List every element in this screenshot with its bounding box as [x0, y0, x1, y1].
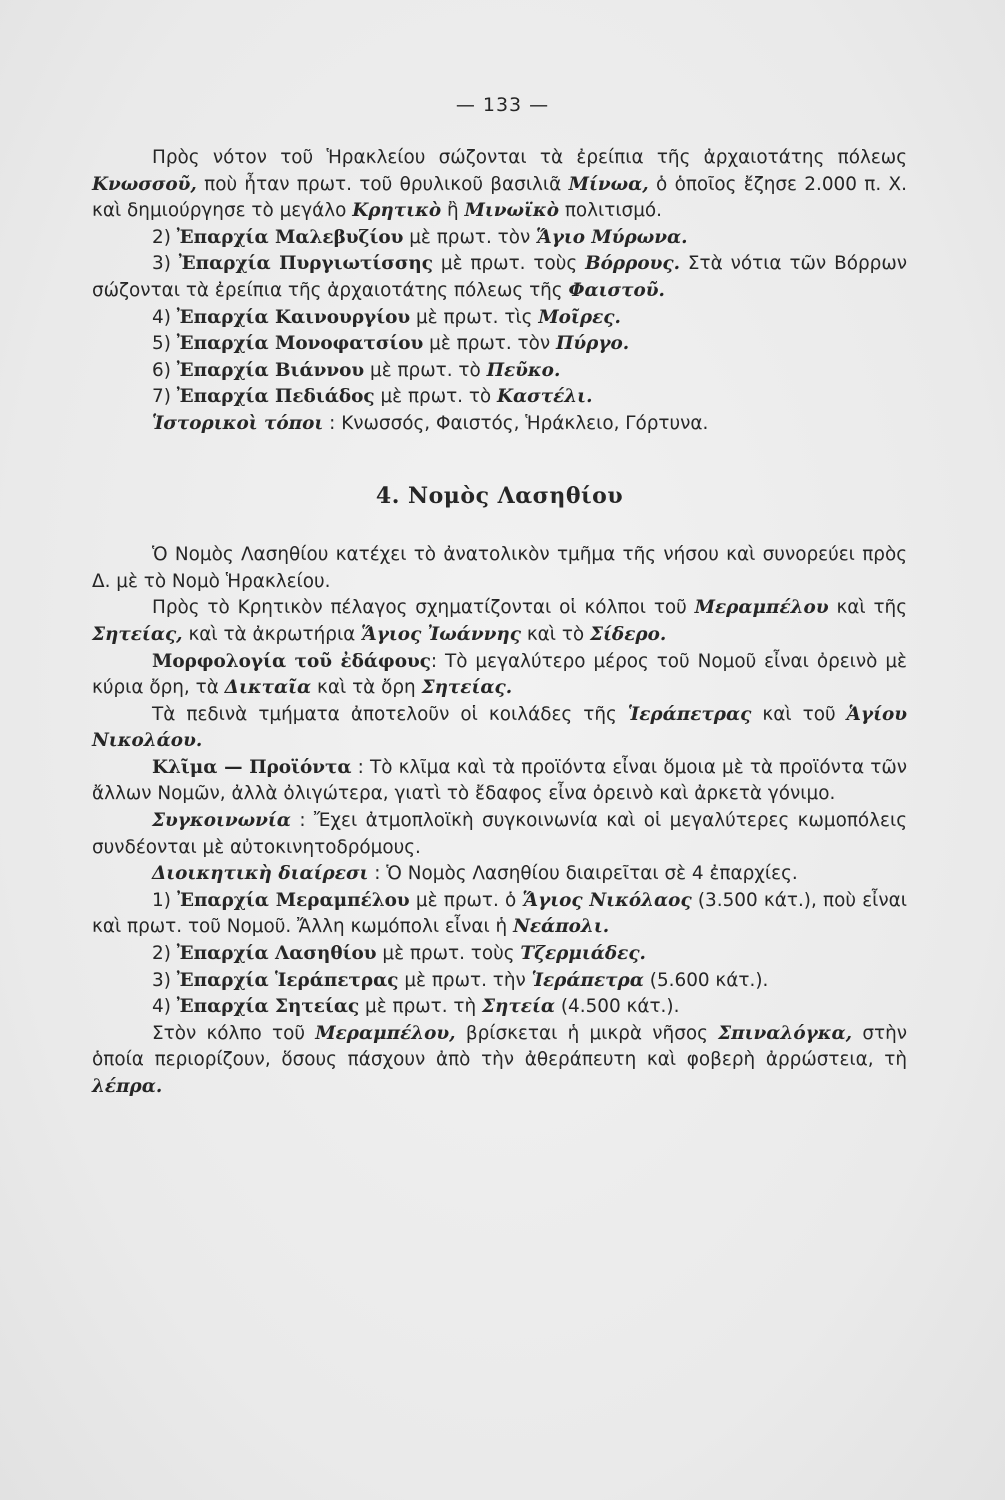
paragraph-gulfs: [92, 595, 907, 648]
text-run: ὁ ὁποῖος ἔζησε 2.000 π. Χ. καὶ δημιούργησε τὸ μεγάλο: [92, 173, 907, 222]
item-number: 2): [152, 226, 177, 248]
place-agios-ioannis: Ἅγιος Ἰωάννης: [361, 623, 521, 645]
historic-sites: [92, 411, 907, 438]
page-number: — 133 —: [455, 94, 550, 116]
item-number: 6): [152, 359, 177, 381]
text-run: μὲ πρωτ. τὸ: [364, 359, 487, 381]
text-run: καὶ τὸ: [520, 623, 591, 645]
text-run: (5.600 κάτ.).: [643, 969, 769, 991]
place-ierapetra: Ἱεράπετρας: [627, 703, 752, 725]
item-number: 7): [152, 386, 177, 408]
text-run: : Ὁ Νομὸς Λασηθίου διαιρεῖται σὲ 4 ἐπαρχίες.: [368, 863, 798, 885]
place-spinalonga: Σπιναλόγκα,: [718, 1022, 853, 1044]
province-item-7: [92, 384, 907, 411]
province-name: Ἐπαρχία Μεραμπέλου: [177, 889, 410, 911]
text-run: ἢ: [441, 200, 465, 222]
text-run: στὴν ὁποία περιορίζουν, ὅσους πάσχουν ἀπὸ τὴν ἀθεράπευτη καὶ φοβερὴ ἀρρώστεια, τὴ: [92, 1022, 907, 1071]
province-name: Ἐπαρχία Πεδιάδος: [176, 386, 375, 408]
province-capital: Πύργο.: [556, 333, 630, 355]
place-siteia: Σητείας,: [92, 623, 183, 645]
province-name: Ἐπαρχία Μονοφατσίου: [176, 333, 424, 355]
place-sidero: Σίδερο.: [590, 623, 667, 645]
text-run: Πρὸς νότον τοῦ Ἡρακλείου σώζονται τὰ ἐρείπια τῆς ἀρχαιοτάτης πόλεως: [152, 147, 907, 168]
item-number: 5): [152, 333, 177, 355]
paragraph-transport: [92, 808, 907, 861]
text-run: πολιτισμό.: [558, 200, 663, 222]
text-run: μὲ πρωτ. τὶς: [410, 306, 539, 328]
text-run: καὶ τῆς: [828, 597, 908, 619]
province-item-4: [92, 305, 907, 332]
place-diktaia: Δικταῖα: [224, 677, 312, 699]
eparchy-item-2: [92, 941, 907, 968]
text-run: : Τὸ κλῖμα καὶ τὰ προϊόντα εἶναι ὅμοια μὲ τὰ προϊόντα τῶν ἄλλων Νομῶν, ἀλλὰ ὀλιγώτερα, γιατὶ τὸ ἔδαφος εἶνα ὀρεινὸ καὶ ἀρκετὰ γόνιμο.: [92, 756, 908, 805]
transport-label: Συγκοινωνία: [152, 810, 291, 832]
province-item-6: [92, 358, 907, 385]
province-capital: Καστέλι.: [497, 386, 593, 408]
eparchy-item-3: [92, 968, 907, 995]
page-body: [92, 145, 907, 1101]
province-item-3: [92, 251, 907, 304]
province-name: Ἐπαρχία Σητείας: [176, 996, 360, 1018]
paragraph-knossos: [92, 145, 907, 225]
term-leprosy: λέπρα.: [92, 1076, 163, 1097]
item-number: 4): [152, 996, 177, 1018]
paragraph-spinalonga: [92, 1021, 907, 1101]
text-run: Στὸν κόλπο τοῦ: [152, 1022, 316, 1044]
province-item-2: [92, 225, 907, 252]
climate-label: Κλῖμα — Προϊόντα: [152, 756, 352, 778]
paragraph-lasithi-intro: Ὁ Νομὸς Λασηθίου κατέχει τὸ ἀνατολικὸν τμῆμα τῆς νήσου καὶ συνορεύει πρὸς Δ. μὲ τὸ Νομὸ Ἡρακλείου.: [92, 544, 907, 592]
text-run: μὲ πρωτ. τὸ: [374, 386, 498, 408]
place-agios-nikolaos: Ἁγίου Νικολάου.: [92, 703, 907, 752]
text-run: καὶ τοῦ: [751, 703, 847, 725]
term-minoiko: Μινωϊκὸ: [464, 200, 559, 222]
paragraph-climate: [92, 755, 907, 808]
province-capital: Ἅγιο Μύρωνα.: [536, 226, 688, 248]
place-phaistos: Φαιστοῦ.: [568, 279, 665, 301]
item-number: 3): [152, 969, 177, 991]
text-run: μὲ πρωτ. τοὺς: [432, 253, 586, 275]
text-run: (4.500 κάτ.).: [555, 996, 680, 1018]
text-run: μὲ πρωτ. τὸν: [403, 226, 537, 248]
morphology-label: Μορφολογία τοῦ ἐδάφους: [152, 650, 431, 672]
text-run: : Ἔχει ἀτμοπλοϊκὴ συγκοινωνία καὶ οἱ μεγαλύτερες κωμοπόλεις συνδέονται μὲ αὐτοκινητοδρόμους.: [92, 810, 907, 858]
place-merabello: Μεραμπέλου: [694, 597, 829, 619]
province-capital: Ἱεράπετρα: [531, 969, 644, 991]
place-siteia-mountains: Σητείας.: [421, 677, 513, 699]
province-capital: Τζερμιάδες.: [520, 943, 646, 965]
admin-label: Διοικητικὴ διαίρεσι: [152, 863, 369, 885]
text-run: Τὰ πεδινὰ τμήματα ἀποτελοῦν οἱ κοιλάδες τῆς: [152, 703, 628, 725]
paragraph-admin: [92, 861, 907, 888]
text-run: ποὺ ἦταν πρωτ. τοῦ θρυλικοῦ βασιλιᾶ: [196, 173, 569, 195]
text-run: βρίσκεται ἡ μικρὰ νῆσος: [455, 1022, 719, 1044]
province-capital: Μοῖρες.: [538, 306, 621, 328]
historic-sites-list: Κνωσσός, Φαιστός, Ἡράκλειο, Γόρτυνα.: [341, 412, 709, 434]
eparchy-item-1: [92, 888, 907, 941]
province-name: Ἐπαρχία Πυργιωτίσσης: [178, 253, 433, 275]
province-name: Ἐπαρχία Λασηθίου: [176, 943, 377, 965]
place-neapoli: Νεάπολι.: [513, 916, 610, 938]
eparchy-item-4: [92, 994, 907, 1021]
historic-sites-label: Ἱστορικοὶ τόποι: [152, 412, 324, 434]
text-run: μὲ πρωτ. τοὺς: [376, 943, 521, 965]
paragraph-plains: [92, 702, 907, 755]
province-capital: Βόρρους.: [585, 253, 680, 275]
text-run: (3.500 κάτ.), ποὺ εἶναι καὶ πρωτ. τοῦ Νομοῦ. Ἄλλη κωμόπολι εἶναι ἡ: [92, 889, 907, 938]
province-item-5: [92, 331, 907, 358]
province-name: Ἐπαρχία Καινουργίου: [176, 306, 411, 328]
text-run: μὲ πρωτ. τὴ: [359, 996, 483, 1018]
item-number: 1): [152, 889, 178, 911]
province-name: Ἐπαρχία Ἱεράπετρας: [176, 969, 399, 991]
text-run: καὶ τὰ ἀκρωτήρια: [182, 623, 362, 645]
province-capital: Πεῦκο.: [486, 359, 561, 381]
province-name: Ἐπαρχία Βιάννου: [176, 359, 365, 381]
province-capital: Σητεία: [482, 996, 555, 1018]
province-capital: Ἅγιος Νικόλαος: [522, 889, 692, 911]
paragraph-morphology: [92, 649, 907, 702]
text-run: μὲ πρωτ. τὴν: [398, 969, 532, 991]
item-number: 3): [152, 253, 179, 275]
term-kritiko: Κρητικὸ: [352, 200, 442, 222]
text-run: καὶ τὰ ὄρη: [311, 677, 422, 699]
item-number: 4): [152, 306, 177, 328]
text-run: μὲ πρωτ. τὸν: [423, 333, 556, 355]
province-name: Ἐπαρχία Μαλεβυζίου: [176, 226, 404, 248]
text-run: : Τὸ μεγαλύτερο μέρος τοῦ Νομοῦ εἶναι ὀρεινὸ μὲ κύρια ὄρη, τὰ: [92, 650, 907, 699]
place-knossos: Κνωσσοῦ,: [92, 173, 197, 195]
name-minos: Μίνωα,: [568, 173, 649, 195]
text-run: :: [323, 412, 342, 434]
text-run: Στὰ νότια τῶν Βόρρων σώζονται τὰ ἐρείπια τῆς ἀρχαιοτάτης πόλεως τῆς: [92, 253, 907, 301]
text-run: μὲ πρωτ. ὁ: [409, 889, 523, 911]
section-heading: 4. Νομὸς Λασηθίου: [375, 482, 624, 509]
item-number: 2): [152, 943, 177, 965]
place-merabello: Μεραμπέλου,: [315, 1022, 456, 1044]
text-run: Πρὸς τὸ Κρητικὸν πέλαγος σχηματίζονται οἱ κόλποι τοῦ: [152, 597, 695, 619]
